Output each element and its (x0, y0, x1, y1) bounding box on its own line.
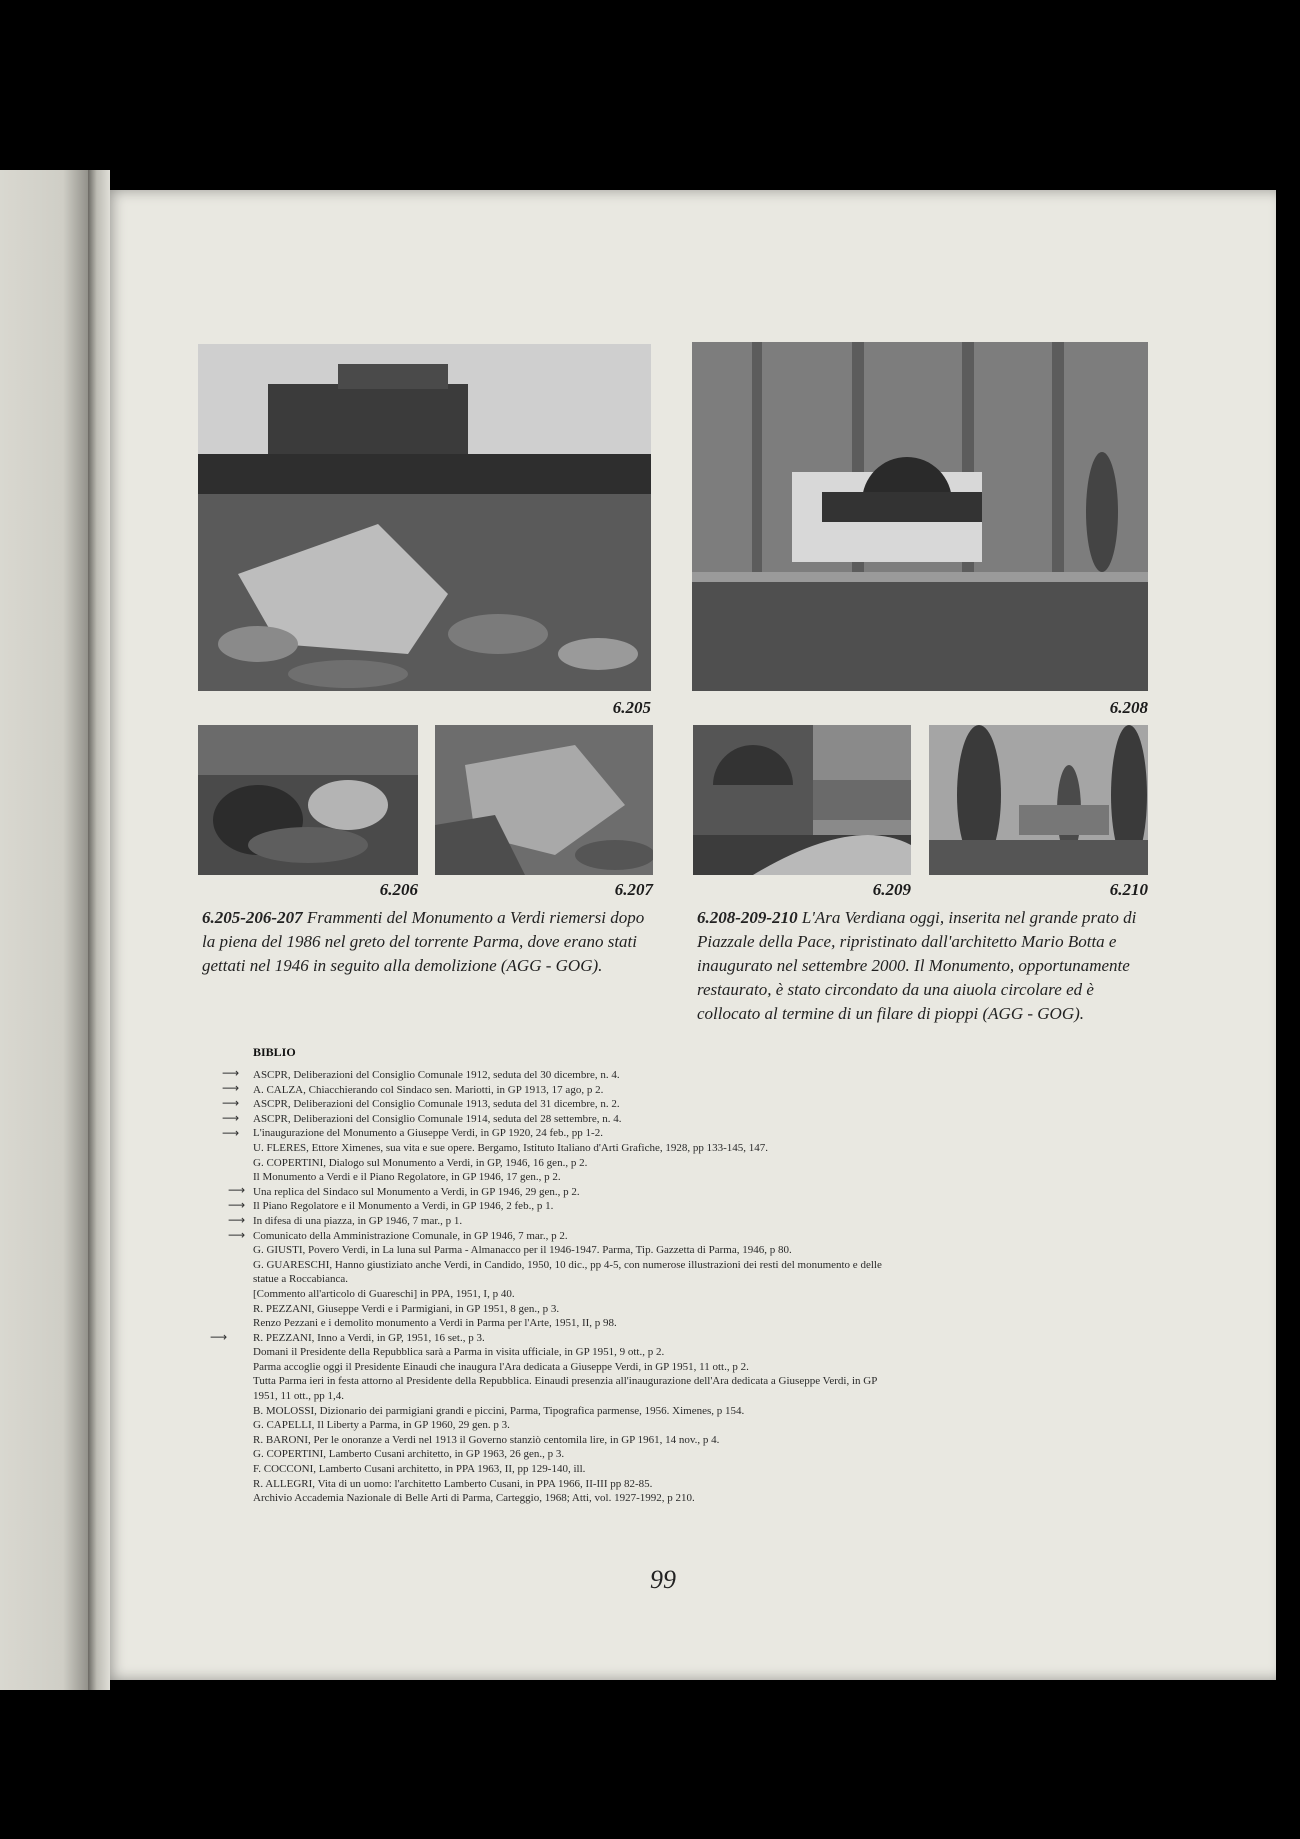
photo-6-206 (198, 725, 418, 875)
biblio-entry: U. FLERES, Ettore Ximenes, sua vita e sue opere. Bergamo, Istituto Italiano d'Arti Grafiche, 1928, pp 133-145, 147. (253, 1141, 769, 1154)
biblio-entry: L'inaugurazione del Monumento a Giuseppe Verdi, in GP 1920, 24 feb., pp 1-2. (253, 1127, 603, 1140)
biblio-entry: [Commento all'articolo di Guareschi] in PPA, 1951, I, p 40. (253, 1287, 515, 1300)
figure-label-6-210: 6.210 (1109, 880, 1148, 899)
biblio-entry: R. PEZZANI, Giuseppe Verdi e i Parmigiani, in GP 1951, 8 gen., p 3. (253, 1302, 560, 1315)
biblio-entry: Una replica del Sindaco sul Monumento a Verdi, in GP 1946, 29 gen., p 2. (253, 1185, 580, 1198)
book-spine (88, 170, 110, 1690)
biblio-entry: statue a Roccabianca. (253, 1273, 348, 1286)
biblio-entry: Tutta Parma ieri in festa attorno al Presidente della Repubblica. Einaudi presenzia all'inaugurazione dell'Ara dedicata a Giuseppe Verdi, in GP (253, 1375, 878, 1388)
biblio-entry: F. COCCONI, Lamberto Cusani architetto, in PPA 1963, II, pp 129-140, ill. (253, 1463, 586, 1476)
figure-label-6-207: 6.207 (614, 880, 653, 899)
margin-arrow-icon: ⟶ (210, 1330, 228, 1344)
biblio-entry: R. BARONI, Per le onoranze a Verdi nel 1913 il Governo stanziò centomila lire, in GP 1961, 14 nov., p 4. (253, 1433, 720, 1446)
biblio-entry: 1951, 11 ott., pp 1,4. (253, 1390, 344, 1403)
biblio-entry: G. GUARESCHI, Hanno giustiziato anche Verdi, in Candido, 1950, 10 dic., pp 4-5, con numerose illustrazioni dei resti del monumento e delle (253, 1258, 882, 1271)
margin-arrow-icon: ⟶ (222, 1081, 240, 1095)
biblio-entry: R. ALLEGRI, Vita di un uomo: l'architetto Lamberto Cusani, in PPA 1966, II-III pp 82-85. (253, 1477, 653, 1490)
left-page-edge (0, 170, 90, 1690)
biblio-entry: R. PEZZANI, Inno a Verdi, in GP, 1951, 16 set., p 3. (253, 1331, 485, 1344)
biblio-entry: Comunicato della Amministrazione Comunale, in GP 1946, 7 mar., p 2. (253, 1229, 568, 1242)
biblio-entry: G. COPERTINI, Lamberto Cusani architetto, in GP 1963, 26 gen., p 3. (253, 1448, 565, 1461)
biblio-entry: ASCPR, Deliberazioni del Consiglio Comunale 1913, seduta del 31 dicembre, n. 2. (253, 1098, 620, 1111)
margin-arrow-icon: ⟶ (222, 1126, 240, 1140)
caption-right (697, 906, 1149, 1026)
biblio-entry: A. CALZA, Chiacchierando col Sindaco sen. Mariotti, in GP 1913, 17 ago, p 2. (253, 1083, 604, 1096)
margin-arrow-icon: ⟶ (228, 1198, 246, 1212)
biblio-entry: Archivio Accademia Nazionale di Belle Arti di Parma, Carteggio, 1968; Atti, vol. 1927-1992, p 210. (253, 1492, 695, 1505)
biblio-entry: G. COPERTINI, Dialogo sul Monumento a Verdi, in GP, 1946, 16 gen., p 2. (253, 1156, 588, 1169)
photo-6-209 (693, 725, 911, 875)
photo-6-207 (435, 725, 653, 875)
biblio-entry: In difesa di una piazza, in GP 1946, 7 mar., p 1. (253, 1214, 463, 1227)
photo-6-208 (692, 342, 1148, 691)
caption-left-ref: 6.205-206-207 (202, 908, 303, 927)
figure-label-6-205: 6.205 (612, 698, 651, 717)
biblio-entry: ASCPR, Deliberazioni del Consiglio Comunale 1912, seduta del 30 dicembre, n. 4. (253, 1069, 620, 1081)
photo-6-210 (929, 725, 1148, 875)
biblio-entry: Parma accoglie oggi il Presidente Einaudi che inaugura l'Ara dedicata a Giuseppe Verdi, in GP 1951, 11 ott., p 2. (253, 1360, 749, 1373)
margin-arrow-icon: ⟶ (222, 1111, 240, 1125)
caption-left (202, 906, 650, 978)
figure-label-6-206: 6.206 (379, 880, 418, 899)
margin-arrow-icon: ⟶ (222, 1096, 240, 1110)
biblio-entry: Il Piano Regolatore e il Monumento a Verdi, in GP 1946, 2 feb., p 1. (253, 1200, 554, 1213)
margin-arrow-icon: ⟶ (222, 1066, 240, 1080)
margin-arrow-icon: ⟶ (228, 1213, 246, 1227)
caption-right-text: L'Ara Verdiana oggi, inserita nel grande prato di Piazzale della Pace, ripristinato dall'architetto Mario Botta e inaugurato nel settembre 2000. Il Monumento, opportunamente restaurato, è stato circondato da una aiuola circolare ed è collocato al termine di un filare di pioppi (AGG - GOG). (697, 908, 1137, 1023)
biblio-list (253, 1068, 1113, 1506)
biblio-entry: G. GIUSTI, Povero Verdi, in La luna sul Parma - Almanacco per il 1946-1947. Parma, Tip. Gazzetta di Parma, 1946, p 80. (253, 1244, 792, 1257)
biblio-entry: B. MOLOSSI, Dizionario dei parmigiani grandi e piccini, Parma, Tipografica parmense, 1956. Ximenes, p 154. (253, 1404, 745, 1417)
margin-arrow-icon: ⟶ (228, 1183, 246, 1197)
biblio-title: BIBLIO (253, 1045, 296, 1059)
figure-label-6-209: 6.209 (872, 880, 911, 899)
biblio-entry: Renzo Pezzani e i demolito monumento a Verdi in Parma per l'Arte, 1951, II, p 98. (253, 1317, 617, 1330)
biblio-entry: ASCPR, Deliberazioni del Consiglio Comunale 1914, seduta del 28 settembre, n. 4. (253, 1112, 622, 1125)
photo-6-205 (198, 344, 651, 691)
margin-arrow-icon: ⟶ (228, 1228, 246, 1242)
biblio-entry: G. CAPELLI, Il Liberty a Parma, in GP 1960, 29 gen. p 3. (253, 1419, 510, 1432)
caption-right-ref: 6.208-209-210 (697, 908, 798, 927)
page-number: 99 (650, 1565, 676, 1594)
caption-left-text: Frammenti del Monumento a Verdi riemersi dopo la piena del 1986 nel greto del torrente Parma, dove erano stati gettati nel 1946 in seguito alla demolizione (AGG - GOG). (202, 908, 645, 975)
biblio-entry: Il Monumento a Verdi e il Piano Regolatore, in GP 1946, 17 gen., p 2. (253, 1171, 561, 1184)
figure-label-6-208: 6.208 (1109, 698, 1148, 717)
biblio-entry: Domani il Presidente della Repubblica sarà a Parma in visita ufficiale, in GP 1951, 9 ott., p 2. (253, 1346, 665, 1359)
